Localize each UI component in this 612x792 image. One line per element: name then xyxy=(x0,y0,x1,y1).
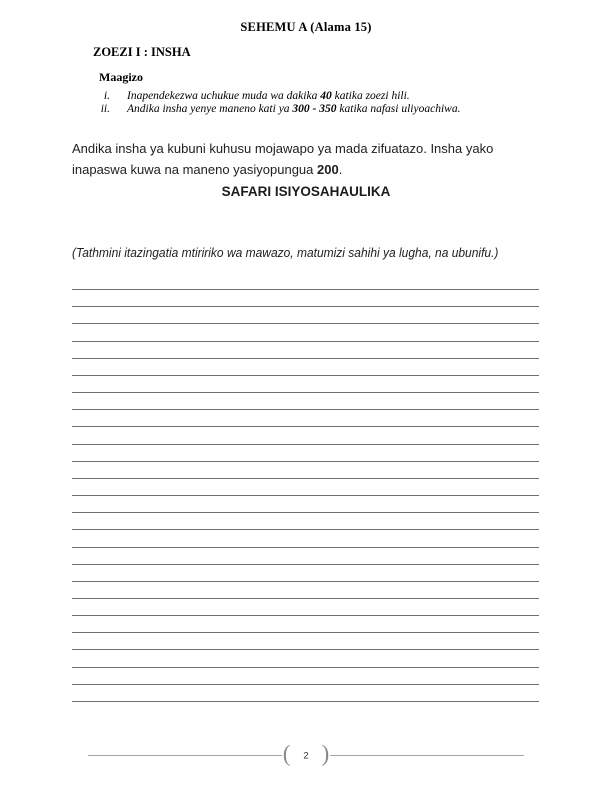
writing-line xyxy=(72,616,539,633)
page-footer xyxy=(88,741,524,766)
instruction-text: Andika insha yenye maneno kati ya 300 - 350 katika nafasi uliyoachiwa. xyxy=(127,103,461,116)
writing-lines-area xyxy=(72,273,539,702)
writing-line xyxy=(72,668,539,685)
essay-title: SAFARI ISIYOSAHAULIKA xyxy=(221,184,391,199)
writing-line xyxy=(72,410,539,427)
writing-line xyxy=(72,582,539,599)
writing-line xyxy=(72,650,539,667)
footer-rule-left xyxy=(88,755,282,756)
section-title: SEHEMU A (Alama 15) xyxy=(240,20,372,34)
writing-line xyxy=(72,393,539,410)
writing-line xyxy=(72,307,539,324)
instruction-item xyxy=(72,90,542,103)
instructions-list xyxy=(72,90,542,116)
writing-line xyxy=(72,530,539,547)
writing-line xyxy=(72,273,539,290)
instruction-text: Inapendekezwa uchukue muda wa dakika 40 katika zoezi hili. xyxy=(127,90,410,102)
word-count-bold: 200 xyxy=(317,161,339,177)
footer-rule-right xyxy=(330,755,524,756)
page-number-bracket-left-icon: ( xyxy=(282,741,291,766)
instructions-heading: Maagizo xyxy=(99,70,143,84)
writing-line xyxy=(72,342,539,359)
writing-line xyxy=(72,376,539,393)
writing-line xyxy=(72,445,539,462)
writing-line xyxy=(72,359,539,376)
writing-line xyxy=(72,633,539,650)
writing-line xyxy=(72,479,539,496)
writing-line xyxy=(72,324,539,341)
prompt-line-2: inapaswa kuwa na maneno yasiyopungua 200. xyxy=(72,161,343,177)
page-number-bracket-right-icon: ) xyxy=(321,741,330,766)
writing-line xyxy=(72,427,539,444)
writing-line xyxy=(72,548,539,565)
prompt-line-1: Andika insha ya kubuni kuhusu mojawapo ya mada zifuatazo. Insha yako xyxy=(72,141,494,156)
writing-line xyxy=(72,685,539,702)
writing-line xyxy=(72,462,539,479)
writing-line xyxy=(72,565,539,582)
writing-line xyxy=(72,290,539,307)
essay-prompt xyxy=(72,139,534,180)
writing-line xyxy=(72,496,539,513)
evaluation-note: (Tathmini itazingatia mtiririko wa mawazo, matumizi sahihi ya lugha, na ubunifu.) xyxy=(72,246,499,260)
instruction-number: i. xyxy=(103,90,110,102)
exercise-title: ZOEZI I : INSHA xyxy=(93,45,191,59)
page-number: 2 xyxy=(303,750,309,761)
instruction-number: ii. xyxy=(100,103,110,116)
instruction-item xyxy=(72,103,542,116)
writing-line xyxy=(72,513,539,530)
writing-line xyxy=(72,599,539,616)
